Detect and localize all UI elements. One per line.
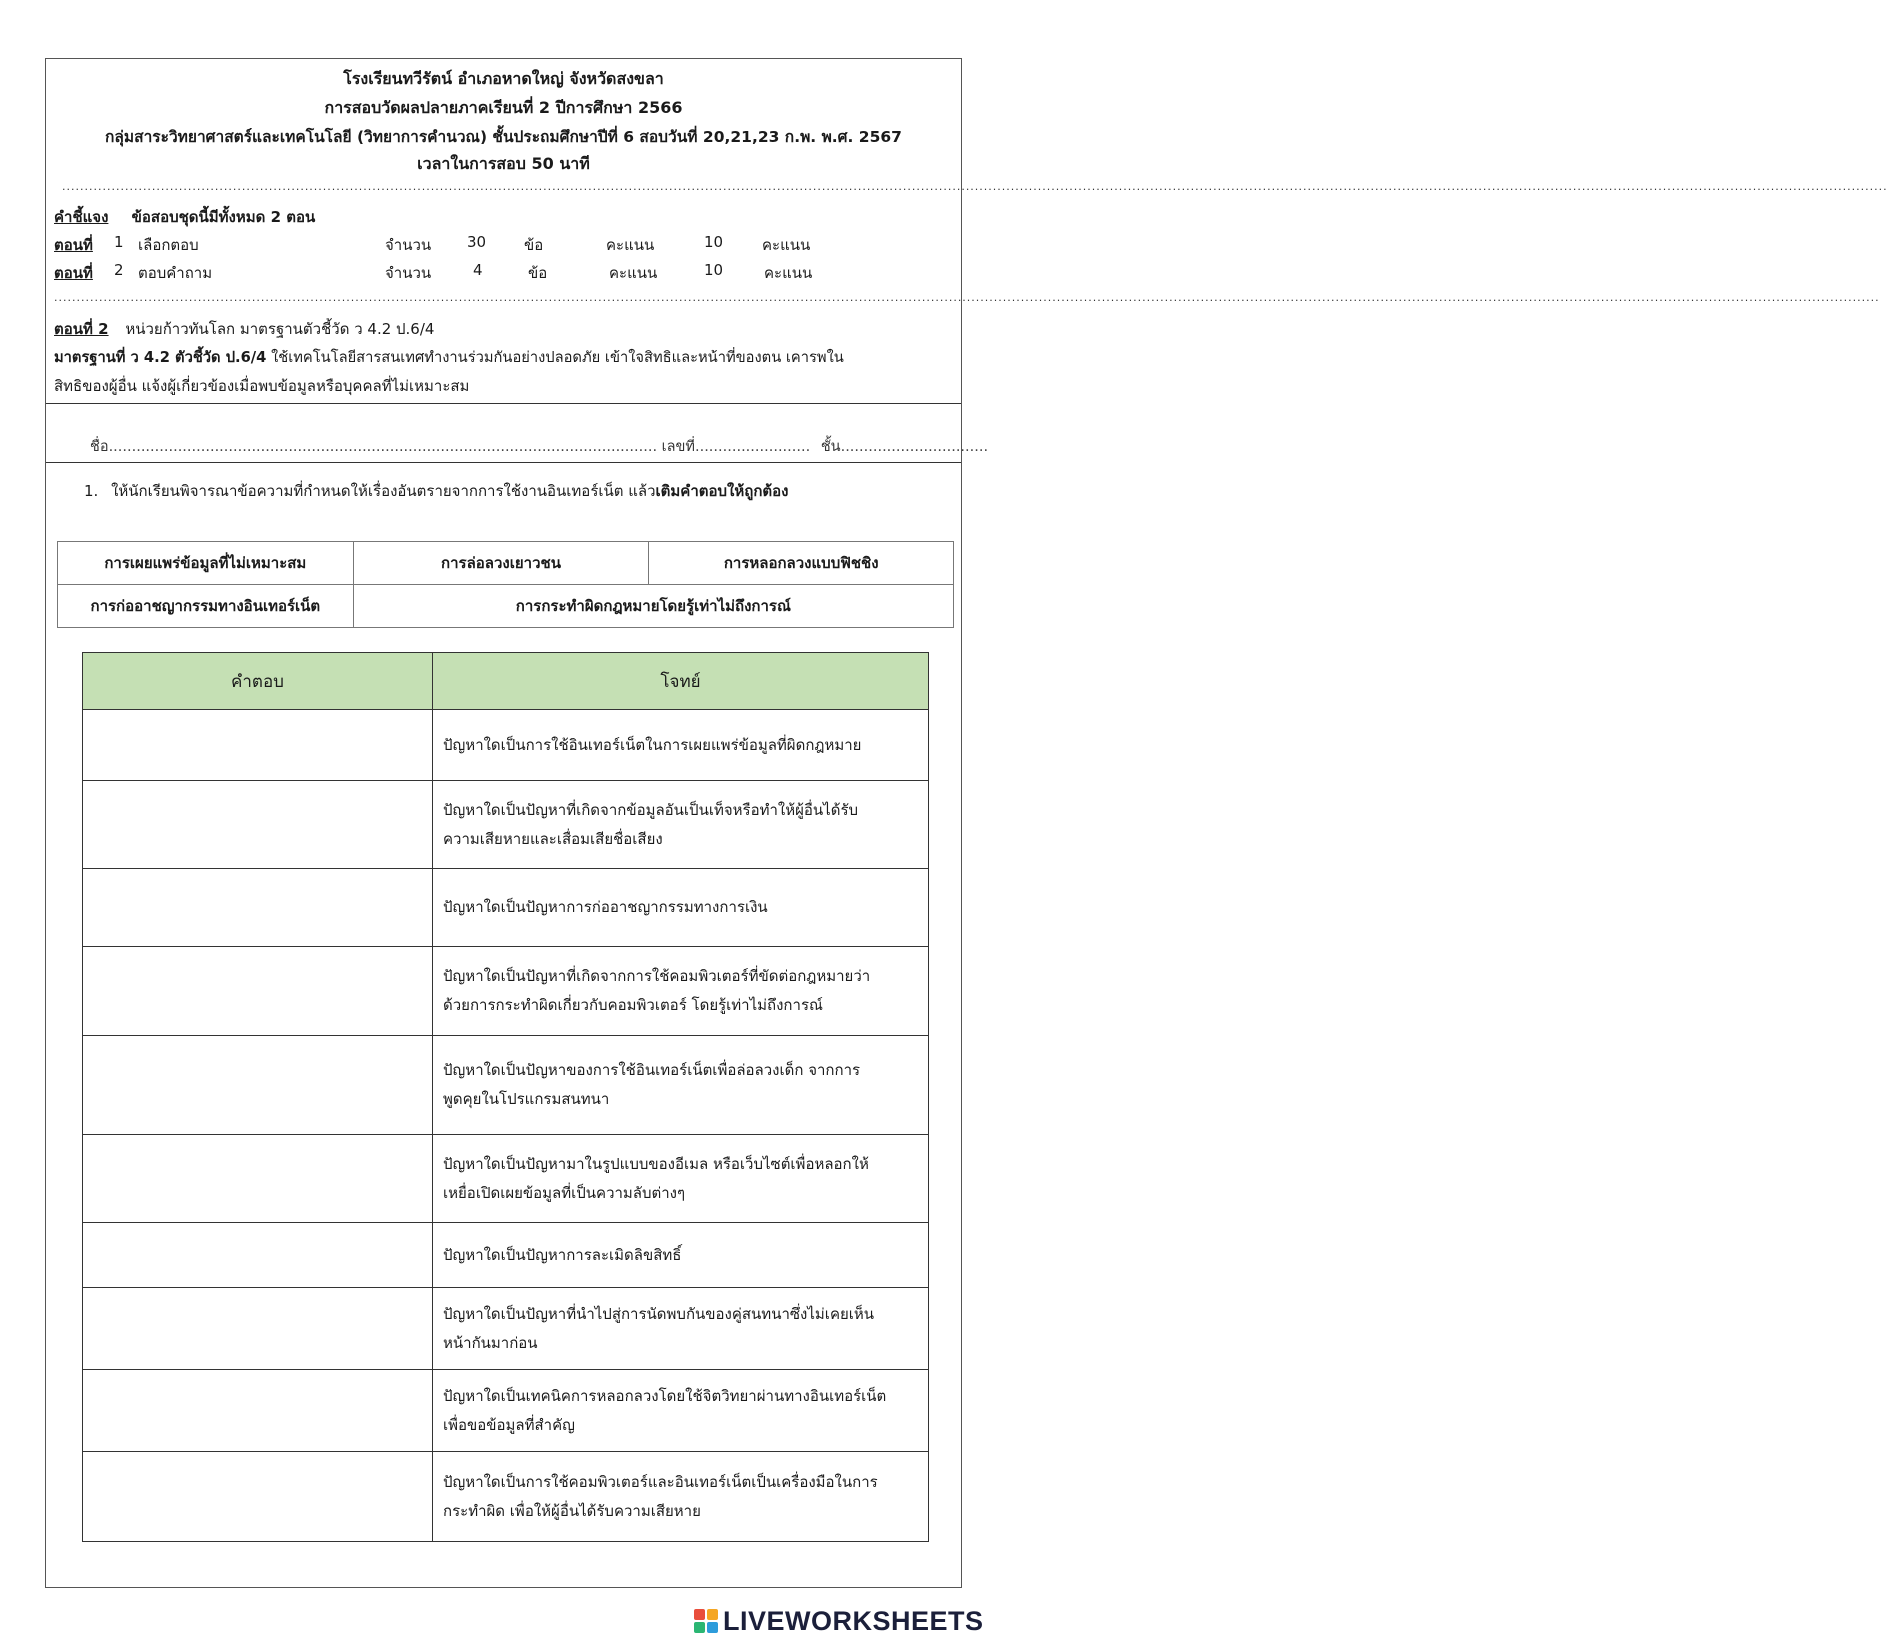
part-1-row (46, 233, 961, 259)
question-text-cont: ความเสียหายและเสื่อมเสียชื่อเสียง (443, 829, 663, 848)
answer-input[interactable] (84, 1402, 435, 1419)
answer-question-table (82, 652, 929, 1542)
score-unit: คะแนน (762, 236, 811, 254)
table-row (83, 1135, 929, 1223)
item-unit: ข้อ (524, 236, 544, 254)
score-unit: คะแนน (764, 264, 813, 282)
table-row (83, 710, 929, 781)
question-text: ปัญหาใดเป็นปัญหาการก่ออาชญากรรมทางการเงิน (443, 898, 768, 916)
question-text-cont: พูดคุยในโปรแกรมสนทนา (443, 1090, 610, 1108)
standard-line-1 (54, 346, 844, 369)
exam-title: การสอบวัดผลปลายภาคเรียนที่ 2 ปีการศึกษา 2566 (324, 98, 683, 117)
answer-column-header: คำตอบ (83, 653, 433, 710)
exam-duration: เวลาในการสอบ 50 นาที (417, 154, 590, 173)
item-count: 30 (467, 233, 487, 251)
question-cell (433, 1370, 929, 1452)
question-text: ให้นักเรียนพิจารณาข้อความที่กำหนดให้เรื่องอันตรายจากการใช้งานอินเทอร์เน็ต แล้ว (111, 482, 656, 500)
table-row (83, 1370, 929, 1452)
part-number: 1 (114, 233, 124, 251)
school-name: โรงเรียนทวีรัตน์ อำเภอหาดใหญ่ จังหวัดสงขลา (343, 69, 664, 88)
question-text-cont: เพื่อขอข้อมูลที่สำคัญ (443, 1415, 575, 1434)
answer-input[interactable] (84, 1488, 435, 1505)
option-item: การกระทำผิดกฎหมายโดยรู้เท่าไม่ถึงการณ์ (353, 585, 953, 628)
answer-cell[interactable] (83, 1135, 433, 1223)
score-label: คะแนน (609, 264, 658, 282)
question-text: ปัญหาใดเป็นปัญหาที่เกิดจากข้อมูลอันเป็นเท็จหรือทำให้ผู้อื่นได้รับ (443, 800, 859, 819)
question-text-cont: ด้วยการกระทำผิดเกี่ยวกับคอมพิวเตอร์ โดยรู้เท่าไม่ถึงการณ์ (443, 996, 823, 1014)
question-number: 1. (84, 482, 99, 500)
answer-cell[interactable] (83, 1370, 433, 1452)
answer-input[interactable] (84, 737, 435, 754)
instructions-line (54, 205, 315, 229)
dotted-divider: ...................................................................................................................................................................................................................................................................................................................................................................................................................... (62, 180, 1888, 193)
question-1-prompt (84, 479, 788, 503)
table-row (83, 1223, 929, 1288)
answer-input[interactable] (84, 1320, 435, 1337)
table-row (83, 869, 929, 947)
question-text-cont: กระทำผิด เพื่อให้ผู้อื่นได้รับความเสียหาย (443, 1501, 701, 1520)
item-count: 4 (473, 261, 483, 279)
standard-label: มาตรฐานที่ ว 4.2 ตัวชี้วัด ป.6/4 (54, 349, 267, 366)
table-row (83, 1452, 929, 1542)
instructions-label: คำชี้แจง (54, 208, 109, 226)
subject-line: กลุ่มสาระวิทยาศาสตร์และเทคโนโลยี (วิทยาการคำนวณ) ชั้นประถมศึกษาปีที่ 6 สอบวันที่ 20,21,23 ก.พ. พ.ศ. 2567 (105, 128, 902, 146)
option-item: การหลอกลวงแบบฟิชชิง (649, 542, 954, 585)
answer-input[interactable] (84, 816, 435, 833)
question-cell (433, 1452, 929, 1542)
score-value: 10 (704, 233, 724, 251)
part-name: เลือกตอบ (138, 236, 199, 254)
part-2-row (46, 261, 961, 287)
class-blank[interactable]: ................................ (840, 439, 989, 455)
section-2-label: ตอนที่ 2 (54, 320, 109, 338)
liveworksheets-logo[interactable] (693, 1606, 984, 1638)
exam-sheet (45, 58, 1888, 1588)
table-row (83, 781, 929, 869)
question-cell (433, 710, 929, 781)
table-row (83, 1288, 929, 1370)
answer-cell[interactable] (83, 710, 433, 781)
answer-input[interactable] (84, 899, 435, 916)
name-blank[interactable]: ....................................................................................................................... (108, 439, 658, 455)
question-text: ปัญหาใดเป็นปัญหาที่นำไปสู่การนัดพบกันของคู่สนทนาซึ่งไม่เคยเห็น (443, 1304, 875, 1323)
answer-input[interactable] (84, 1247, 435, 1264)
section-divider (46, 462, 961, 463)
part-label: ตอนที่ (54, 236, 93, 254)
standard-line-2: สิทธิของผู้อื่น แจ้งผู้เกี่ยวข้องเมื่อพบข้อมูลหรือบุคคลที่ไม่เหมาะสม (54, 377, 470, 395)
answer-cell[interactable] (83, 869, 433, 947)
option-item: การล่อลวงเยาวชน (353, 542, 649, 585)
answer-cell[interactable] (83, 1288, 433, 1370)
question-text-cont: หน้ากันมาก่อน (443, 1333, 538, 1352)
question-text: ปัญหาใดเป็นการใช้คอมพิวเตอร์และอินเทอร์เน็ตเป็นเครื่องมือในการ (443, 1472, 878, 1491)
item-unit: ข้อ (528, 264, 548, 282)
question-text: ปัญหาใดเป็นปัญหาที่เกิดจากการใช้คอมพิวเตอร์ที่ขัดต่อกฎหมายว่า (443, 967, 871, 985)
answer-cell[interactable] (83, 1452, 433, 1542)
dotted-divider: ...................................................................................................................................................................................................................................................................................................................................................................................................................... (54, 291, 1880, 304)
instructions-text: ข้อสอบชุดนี้มีทั้งหมด 2 ตอน (131, 208, 316, 226)
liveworksheets-logo-icon (693, 1608, 719, 1634)
question-cell (433, 1288, 929, 1370)
table-row (83, 947, 929, 1036)
question-text: ปัญหาใดเป็นปัญหาของการใช้อินเทอร์เน็ตเพื่อล่อลวงเด็ก จากการ (443, 1061, 861, 1079)
question-text: ปัญหาใดเป็นเทคนิคการหลอกลวงโดยใช้จิตวิทยาผ่านทางอินเทอร์เน็ต (443, 1386, 887, 1405)
question-cell (433, 947, 929, 1036)
question-column-header: โจทย์ (433, 653, 929, 710)
answer-cell[interactable] (83, 1223, 433, 1288)
table-row (83, 1036, 929, 1135)
question-cell (433, 1223, 929, 1288)
score-label: คะแนน (606, 236, 655, 254)
class-label: ชั้น (820, 439, 841, 455)
number-blank[interactable]: ......................... (694, 439, 811, 455)
logo-text: LIVEWORKSHEETS (723, 1606, 984, 1636)
question-text: ปัญหาใดเป็นการใช้อินเทอร์เน็ตในการเผยแพร่ข้อมูลที่ผิดกฎหมาย (443, 735, 862, 754)
part-number: 2 (114, 261, 124, 279)
answer-input[interactable] (84, 1170, 435, 1187)
option-item: การก่ออาชญากรรมทางอินเทอร์เน็ต (58, 585, 354, 628)
question-text: ปัญหาใดเป็นปัญหาการละเมิดลิขสิทธิ์ (443, 1245, 682, 1264)
part-name: ตอบคำถาม (138, 264, 213, 282)
unit-text: หน่วยก้าวทันโลก มาตรฐานตัวชี้วัด ว 4.2 ป.6/4 (125, 320, 435, 338)
answer-input[interactable] (84, 983, 435, 1000)
count-label: จำนวน (385, 264, 432, 282)
option-item: การเผยแพร่ข้อมูลที่ไม่เหมาะสม (58, 542, 354, 585)
standard-text: ใช้เทคโนโลยีสารสนเทศทำงานร่วมกันอย่างปลอดภัย เข้าใจสิทธิและหน้าที่ของตน เคารพใน (271, 349, 844, 366)
answer-options-table (57, 541, 954, 628)
question-cell (433, 1135, 929, 1223)
answer-input[interactable] (84, 1077, 435, 1094)
section-2-unit-line (54, 317, 434, 341)
question-text-emphasis: เติมคำตอบให้ถูกต้อง (655, 482, 789, 500)
question-text-cont: เหยื่อเปิดเผยข้อมูลที่เป็นความลับต่างๆ (443, 1183, 686, 1202)
count-label: จำนวน (385, 236, 432, 254)
question-cell (433, 869, 929, 947)
number-label: เลขที่ (661, 439, 695, 455)
name-label: ชื่อ (90, 439, 109, 455)
question-cell (433, 1036, 929, 1135)
answer-cell[interactable] (83, 947, 433, 1036)
student-info-line (90, 435, 988, 458)
score-value: 10 (704, 261, 724, 279)
answer-cell[interactable] (83, 781, 433, 869)
section-divider (46, 403, 961, 404)
part-label: ตอนที่ (54, 264, 93, 282)
question-text: ปัญหาใดเป็นปัญหามาในรูปแบบของอีเมล หรือเว็บไซต์เพื่อหลอกให้ (443, 1154, 869, 1173)
answer-cell[interactable] (83, 1036, 433, 1135)
question-cell (433, 781, 929, 869)
